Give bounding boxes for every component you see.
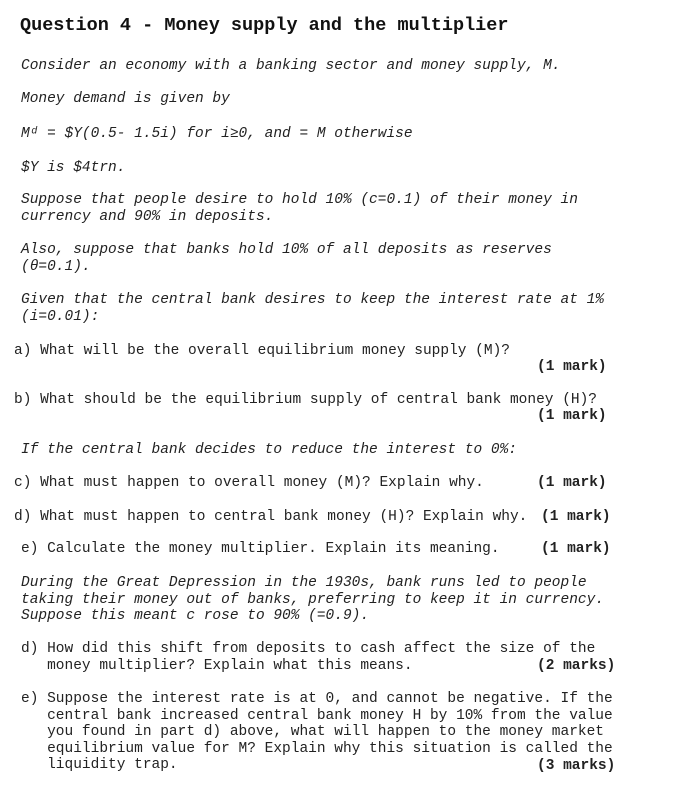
income-value: $Y is $4trn.	[21, 160, 126, 176]
question-c: c) What must happen to overall money (M)? Explain why.	[14, 475, 484, 491]
reserve-ratio: Also, suppose that banks hold 10% of all deposits as reserves (θ=0.1).	[21, 242, 552, 275]
question-e2: e) Suppose the interest rate is at 0, and cannot be negative. If the central bank increased central bank money H by 10% from the value you found in part d) above, what will happen to the money market equilibrium value for M? Explain why this situation is called the liquidity trap.	[21, 691, 613, 773]
page-title: Question 4 - Money supply and the multiplier	[20, 15, 509, 36]
question-e-mark: (1 mark)	[541, 541, 611, 557]
question-e: e) Calculate the money multiplier. Explain its meaning.	[21, 541, 500, 557]
interest-target: Given that the central bank desires to keep the interest rate at 1% (i=0.01):	[21, 292, 604, 325]
money-demand-equation: Mᵈ = $Y(0.5- 1.5i) for i≥0, and = M otherwise	[21, 126, 413, 142]
question-a: a) What will be the overall equilibrium money supply (M)?	[14, 343, 510, 359]
question-b: b) What should be the equilibrium supply of central bank money (H)?	[14, 392, 597, 408]
question-d-mark: (1 mark)	[541, 509, 611, 525]
question-d: d) What must happen to central bank money (H)? Explain why.	[14, 509, 528, 525]
intro-money-demand: Money demand is given by	[21, 91, 230, 107]
intro-economy: Consider an economy with a banking sector and money supply, M.	[21, 58, 561, 74]
question-b-mark: (1 mark)	[537, 408, 607, 424]
great-depression-paragraph: During the Great Depression in the 1930s, bank runs led to people taking their money out of banks, preferring to keep it in currency. Suppose this meant c rose to 90% (=0.9).	[21, 575, 604, 624]
question-e2-mark: (3 marks)	[537, 758, 616, 774]
question-d2: d) How did this shift from deposits to cash affect the size of the money multiplier? Explain what this means.	[21, 641, 596, 674]
question-a-mark: (1 mark)	[537, 359, 607, 375]
question-d2-mark: (2 marks)	[537, 658, 616, 674]
currency-ratio: Suppose that people desire to hold 10% (c=0.1) of their money in currency and 90% in deposits.	[21, 192, 578, 225]
rate-cut-note: If the central bank decides to reduce the interest to 0%:	[21, 442, 517, 458]
question-c-mark: (1 mark)	[537, 475, 607, 491]
